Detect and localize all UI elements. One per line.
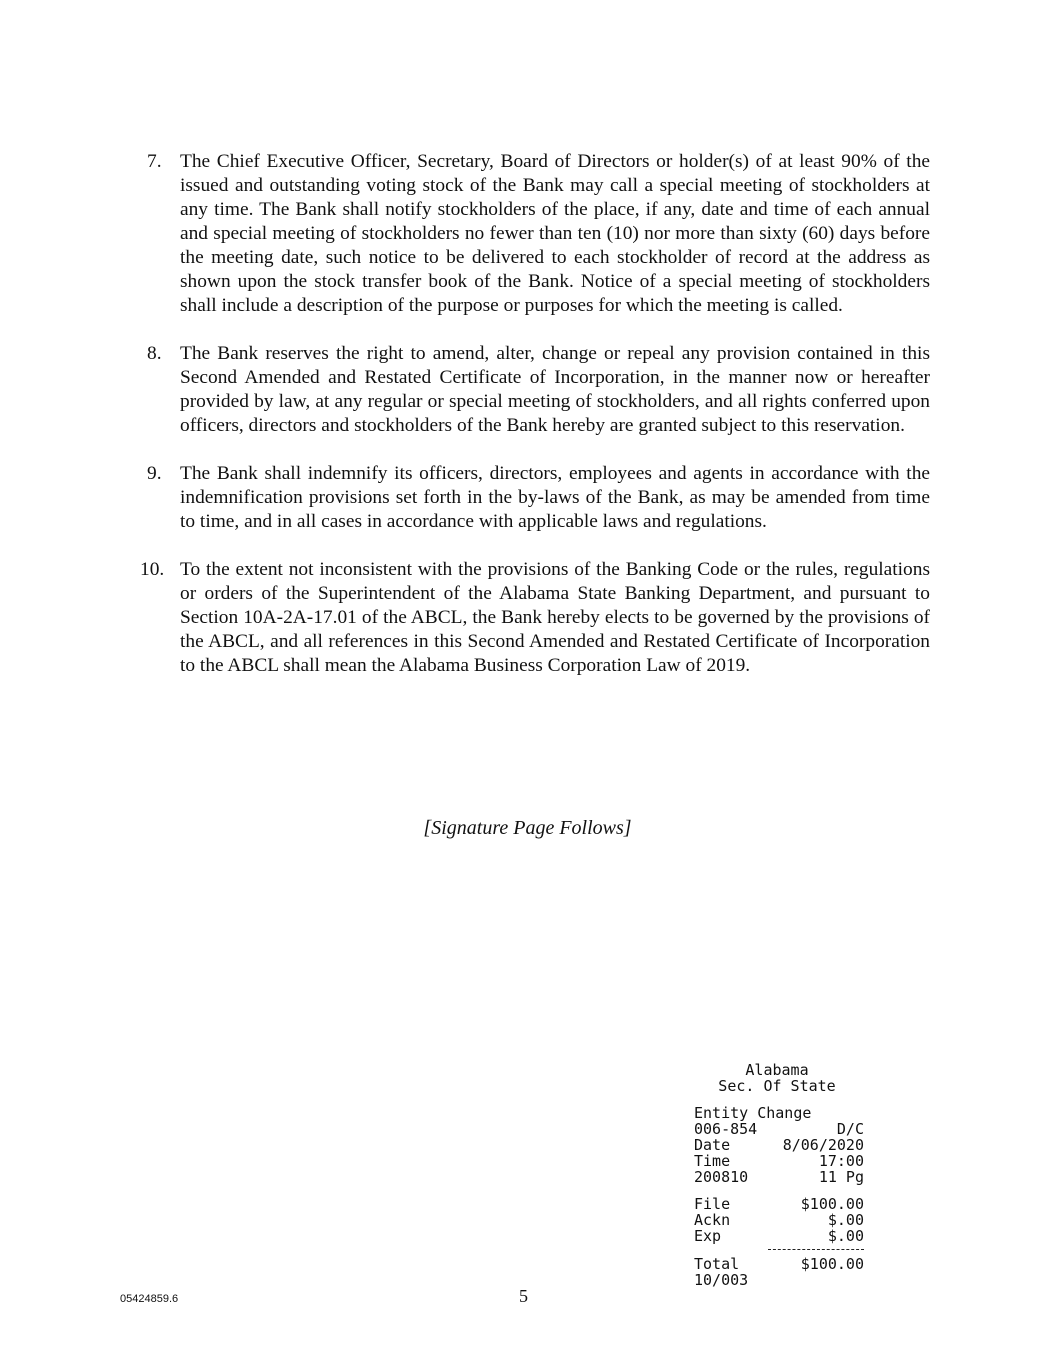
provision-number: 9.: [147, 463, 162, 484]
stamp-office: Sec. Of State: [718, 1077, 836, 1095]
stamp-batch-row: [694, 1169, 864, 1185]
signature-note: [Signature Page Follows]: [423, 817, 632, 839]
stamp-total-value: $100.00: [800, 1255, 864, 1273]
stamp-date-value: 8/06/2020: [782, 1136, 864, 1154]
document-id: 05424859.6: [120, 1293, 179, 1305]
stamp-date-label: Date: [694, 1136, 731, 1154]
stamp-type: Entity Change: [694, 1104, 812, 1122]
stamp-exp-value: $.00: [827, 1227, 864, 1245]
provision-7: [140, 150, 930, 318]
provision-8: [140, 342, 930, 438]
provision-10: [140, 558, 930, 678]
filing-stamp: [694, 1062, 874, 1288]
stamp-ackn-value: $.00: [827, 1211, 864, 1229]
provision-number: 7.: [147, 151, 162, 172]
stamp-date-row: [694, 1137, 864, 1153]
stamp-footer-code: 10/003: [694, 1271, 749, 1289]
stamp-pages: 11 Pg: [818, 1168, 864, 1186]
provision-text: To the extent not inconsistent with the provisions of the Banking Code or the rules, regulations or orders of the Superintendent of the Alabama State Banking Department, and pursuant to Section 10A-2A-17.01 of the ABCL, the Bank hereby elects to be governed by the provisions of the ABCL, and all references in this Second Amended and Restated Certificate of Incorporation to the ABCL shall mean the Alabama Business Corporation Law of 2019.: [180, 559, 930, 676]
stamp-id-row: [694, 1121, 864, 1137]
stamp-file-row: [694, 1196, 864, 1212]
stamp-ackn-label: Ackn: [694, 1211, 731, 1229]
stamp-time-row: [694, 1153, 864, 1169]
provision-number: 10.: [140, 559, 165, 580]
provisions-list: [140, 150, 930, 702]
stamp-batch: 200810: [694, 1168, 749, 1186]
provision-text: The Chief Executive Officer, Secretary, Board of Directors or holder(s) of at least 90% of the issued and outstanding voting stock of the Bank may call a special meeting of stockholders at any time. The Bank shall notify stockholders of the place, if any, date and time of each annual and special meeting of stockholders no fewer than ten (10) nor more than sixty (60) days before the meeting date, such notice to be delivered to each stockholder of record at the address as shown upon the stock transfer book of the Bank. Notice of a special meeting of stockholders shall include a description of the purpose or purposes for which the meeting is called.: [180, 151, 930, 316]
stamp-file-value: $100.00: [800, 1195, 864, 1213]
provision-text: The Bank reserves the right to amend, alter, change or repeal any provision contained in this Second Amended and Restated Certificate of Incorporation, in the manner now or hereafter provided by law, at any regular or special meeting of stockholders, and all rights conferred upon officers, directors and stockholders of the Bank hereby are granted subject to this reservation.: [180, 343, 930, 436]
stamp-id-code: 006-854: [694, 1120, 758, 1138]
stamp-total-row: [694, 1256, 864, 1272]
stamp-divider: [768, 1249, 864, 1250]
stamp-id-suffix: D/C: [836, 1120, 864, 1138]
stamp-ackn-row: [694, 1212, 864, 1228]
page-number: 5: [519, 1286, 528, 1306]
stamp-time-label: Time: [694, 1152, 731, 1170]
stamp-total-label: Total: [694, 1255, 740, 1273]
stamp-exp-label: Exp: [694, 1227, 722, 1245]
stamp-time-value: 17:00: [818, 1152, 864, 1170]
stamp-exp-row: [694, 1228, 864, 1244]
stamp-state: Alabama: [745, 1061, 809, 1079]
provision-text: The Bank shall indemnify its officers, directors, employees and agents in accordance with the indemnification provisions set forth in the by-laws of the Bank, as may be amended from time to time, and in all cases in accordance with applicable laws and regulations.: [180, 463, 930, 532]
provision-number: 8.: [147, 343, 162, 364]
provision-9: [140, 462, 930, 534]
stamp-file-label: File: [694, 1195, 731, 1213]
